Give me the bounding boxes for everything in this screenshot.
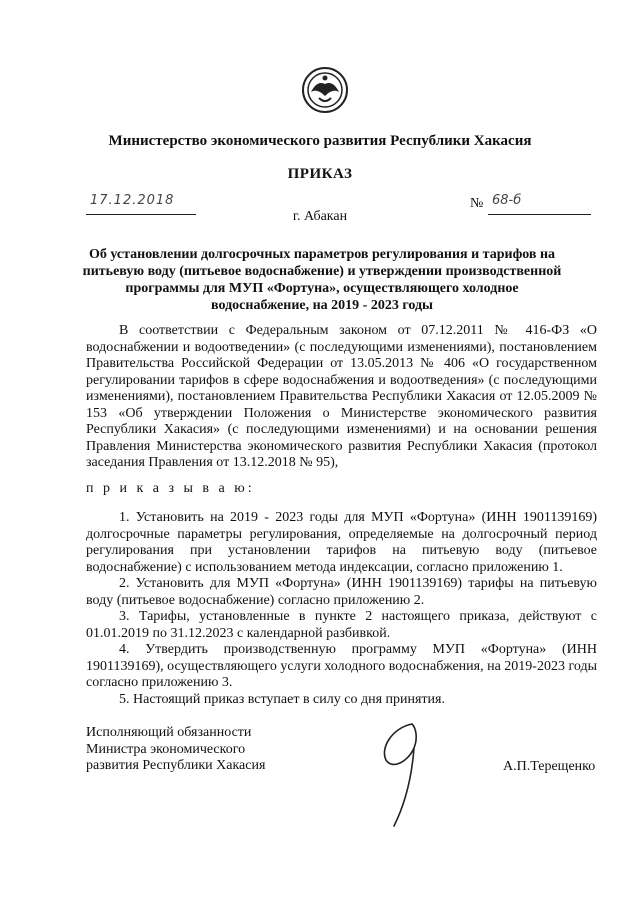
signatory-name: А.П.Терещенко [503, 759, 596, 774]
order-item-3: 3. Тарифы, установленные в пункте 2 настоящего приказа, действуют с 01.01.2019 по 31.12.2023 с календарной разбивкой. [86, 609, 597, 641]
document-type: ПРИКАЗ [287, 166, 353, 182]
city: г. Абакан [292, 209, 348, 224]
position-line-1: Исполняющий обязанности [86, 725, 252, 740]
document-number: 68-б [492, 193, 522, 208]
document-date: 17.12.2018 [90, 193, 175, 208]
signatory-position [86, 725, 265, 775]
intro-paragraph: В соответствии с Федеральным законом от 07.12.2011 № 416-ФЗ «О водоснабжении и водоотведении» (с последующими изменениями), постановлением Правительства Российской Федерации от 13.05.2013 № 406 «О государственном регулировании тарифов в сфере водоснабжения и водоотведения» (с последующими изменениями), постановлением Правительства Республики Хакасия от 12.05.2009 № 153 «Об утверждении Положения о Министерстве экономического развития Республики Хакасия» (с последующими изменениями) и на основании решения Правления Министерства экономического развития Республики Хакасия (протокол заседания Правления от 13.12.2018 № 95), [86, 323, 597, 470]
coat-of-arms-emblem [301, 66, 349, 114]
document-title: Об установлении долгосрочных параметров регулирования и тарифов на питьевую воду (питьевое водоснабжение) и утверждении производственной программы для МУП «Фортуна», осуществляющего холодное водоснабжение, на 2019 - 2023 годы [82, 247, 562, 313]
order-item-2: 2. Установить для МУП «Фортуна» (ИНН 1901139169) тарифы на питьевую воду (питьевое водоснабжение) согласно приложению 2. [86, 576, 597, 608]
order-item-1: 1. Установить на 2019 - 2023 годы для МУП «Фортуна» (ИНН 1901139169) долгосрочные параметры регулирования, определяемые на долгосрочный период регулирования при установлении тарифов на питьевую воду (питьевое водоснабжение) с использованием метода индексации, согласно приложению 1. [86, 510, 597, 575]
position-line-2: Министра экономического [86, 741, 246, 757]
number-label: № [470, 196, 484, 211]
handwritten-signature [372, 718, 442, 830]
order-word: п р и к а з ы в а ю: [86, 481, 255, 496]
order-items [86, 510, 597, 708]
order-item-4: 4. Утвердить производственную программу МУП «Фортуна» (ИНН 1901139169), осуществляющего услуги холодного водоснабжения, на 2019-2023 годы согласно приложению 3. [86, 642, 597, 690]
ministry-name: Министерство экономического развития Республики Хакасия [108, 133, 532, 149]
order-item-5: 5. Настоящий приказ вступает в силу со дня принятия. [119, 691, 445, 707]
position-line-3: развития Республики Хакасия [86, 758, 266, 773]
